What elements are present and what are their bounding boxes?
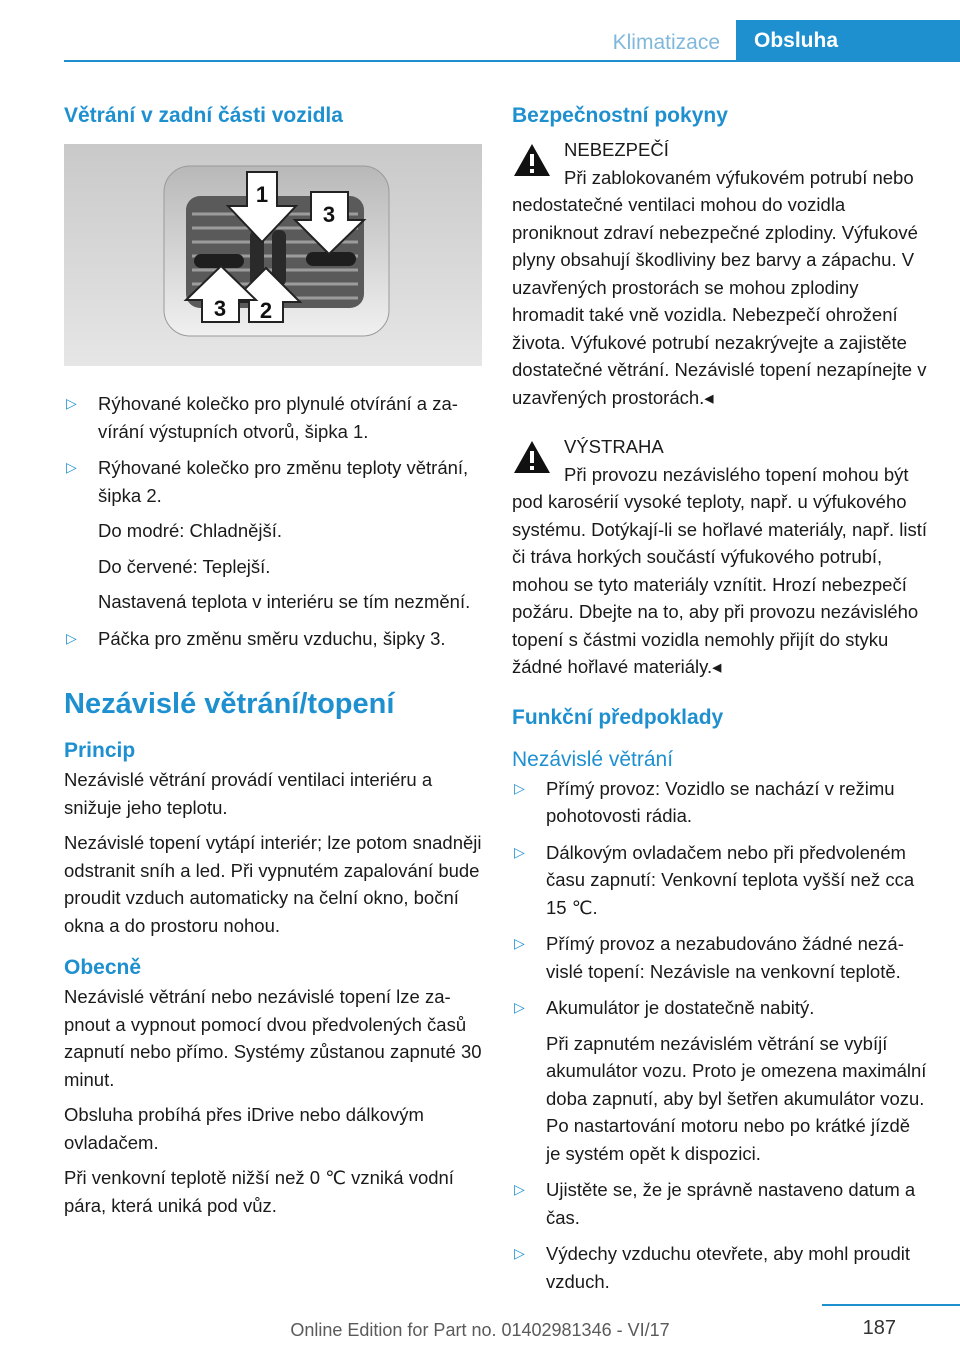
triangle-bullet-icon: ▷ [66,629,77,646]
principle-paragraph-2: Nezávislé topení vytápí interiér; lze potom snadněji odstranit sníh a led. Při vypnutém zapalování bude proudit vzduch automaticky na čelní okno, boční okna a do prostoru nohou. [64,832,482,936]
triangle-bullet-icon: ▷ [66,395,77,411]
triangle-bullet-icon: ▷ [514,935,525,951]
edition-footer: Online Edition for Part no. 01402981346 - VI/17 [290,1320,670,1340]
independent-ventilation-subheading: Nezávislé větrání [512,747,674,771]
rear-vent-figure [64,144,482,366]
rear-ventilation-heading: Větrání v zadní části vozidla [64,104,343,127]
list-item: ▷ Páčka pro změnu směru vzduchu, šipky 3. [64,625,482,653]
figure-label-3-top: 3 [322,202,336,227]
list-item: ▷ Přímý provoz: Vozidlo se nachází v režimu pohotovosti rádia. [512,775,928,830]
safety-heading: Bezpečnostní pokyny [512,104,728,127]
triangle-bullet-icon: ▷ [66,459,77,475]
list-item-note: Při zapnutém nezávislém větrání se vybíjí akumulátor vozu. Proto je omezena maximální doba zapnutí, aby byl šetřen akumulátor vozu. Po nastartování motoru nebo po krátké jízdě je systém opět k dispozici. [546,1032,927,1164]
right-column [512,100,928,1304]
triangle-bullet-icon: ▷ [514,1245,525,1261]
left-column [64,100,482,1227]
warning-notice [512,433,928,461]
list-item-note: Do červené: Teplejší. [98,555,271,577]
warning-triangle-icon [512,142,552,178]
warning-triangle-icon [512,439,552,475]
danger-label: NEBEZPEČÍ [564,139,669,160]
general-paragraph-2: Obsluha probíhá přes iDrive nebo dálkovým ovladačem. [64,1104,424,1153]
principle-paragraph-1: Nezávislé větrání provádí ventilaci interiéru a snižuje jeho teplotu. [64,769,433,818]
triangle-bullet-icon: ▷ [514,999,525,1015]
list-item: ▷ Výdechy vzduchu otevřete, aby mohl proudit vzduch. [512,1240,928,1295]
general-paragraph-3: Při venkovní teplotě nižší než 0 ℃ vzniká vodní pára, která uniká pod vůz. [64,1167,454,1216]
figure-label-1: 1 [255,182,269,207]
figure-label-2: 2 [259,298,273,323]
list-item: ▷ Akumulátor je dostatečně nabitý. Při zapnutém nezávislém větrání se vybíjí akumulátor vozu. Proto je omezena maximální doba zapnutí, aby byl šetřen akumulátor vozu. Po nastartování motoru nebo po krátké jízdě je systém opět k dispozici. [512,994,928,1167]
danger-notice [512,136,928,164]
section-title: Klimatizace [612,31,720,54]
principle-heading: Princip [64,739,136,762]
page-number-rule [822,1304,960,1306]
header-rule [64,60,960,62]
page-number: 187 [862,1317,896,1339]
triangle-bullet-icon: ▷ [514,779,525,796]
prerequisites-list [512,775,928,1296]
list-item: ▷ Dálkovým ovladačem nebo při předvoleném času zapnutí: Venkovní teplota vyšší než cca 15 ℃. [512,839,928,922]
triangle-bullet-icon: ▷ [514,1181,525,1197]
list-item: ▷ Rýhované kolečko pro plynulé otvírání a zavírání výstupních otvorů, šipka 1. [64,390,482,445]
danger-text: Při zablokovaném výfukovém potrubí nebo nedostatečné ventilaci mohou do vozidla proniknout zdraví nebezpečné zplodiny. Výfukové plyny obsahují škodliviny bez barvy a zápachu. V uzavřených prostorách se mohou zplodiny hromadit také vně vozidla. Nebezpečí ohrožení života. Výfukové potrubí nezakrývejte a zajistěte dostatečné větrání. Nezávislé topení nezapínejte v uzavřených prostorách.◂ [512,166,927,408]
figure-label-3-bottom: 3 [213,296,227,321]
independent-ventilation-heading: Nezávislé větrání/topení [64,688,395,720]
list-item-note: Nastavená teplota v interiéru se tím nezmění. [98,591,471,612]
general-heading: Obecně [64,956,142,979]
vent-controls-list [64,390,482,652]
warning-label: VÝSTRAHA [564,436,664,457]
prerequisites-heading: Funkční předpoklady [512,705,724,729]
list-item: ▷ Přímý provoz a nezabudováno žádné nezávislé topení: Nezávisle na venkovní teplotě. [512,930,928,985]
warning-text: Při provozu nezávislého topení mohou být pod karosérií vysoké teploty, např. u výfukového systému. Dotýkají-li se hořlavé materiály, např. listí či tráva horkých součástí výfukového potrubí, mohou se tyto materiály vznítit. Hrozí nebezpečí požáru. Dbejte na to, aby při provozu nezávislého topení s částmi vozidla nemohly přijít do styku žádné hořlavé materiály.◂ [512,463,928,677]
rear-vent-illustration [64,144,482,366]
list-item: ▷ Ujistěte se, že je správně nastaveno datum a čas. [512,1176,928,1231]
list-item: ▷ Rýhované kolečko pro změnu teploty větrání, šipka 2. Do modré: Chladnější. Do červené: Teplejší. Nastavená teplota v interiéru se tím nezmění. [64,454,482,616]
general-paragraph-1: Nezávislé větrání nebo nezávislé topení lze zapnout a vypnout pomocí dvou předvolených časů zapnutí nebo přímo. Systémy zůstanou zapnuté 30 minut. [64,986,482,1090]
triangle-bullet-icon: ▷ [514,843,525,860]
list-item-note: Do modré: Chladnější. [98,520,283,541]
chapter-tab[interactable]: Obsluha [736,20,960,62]
